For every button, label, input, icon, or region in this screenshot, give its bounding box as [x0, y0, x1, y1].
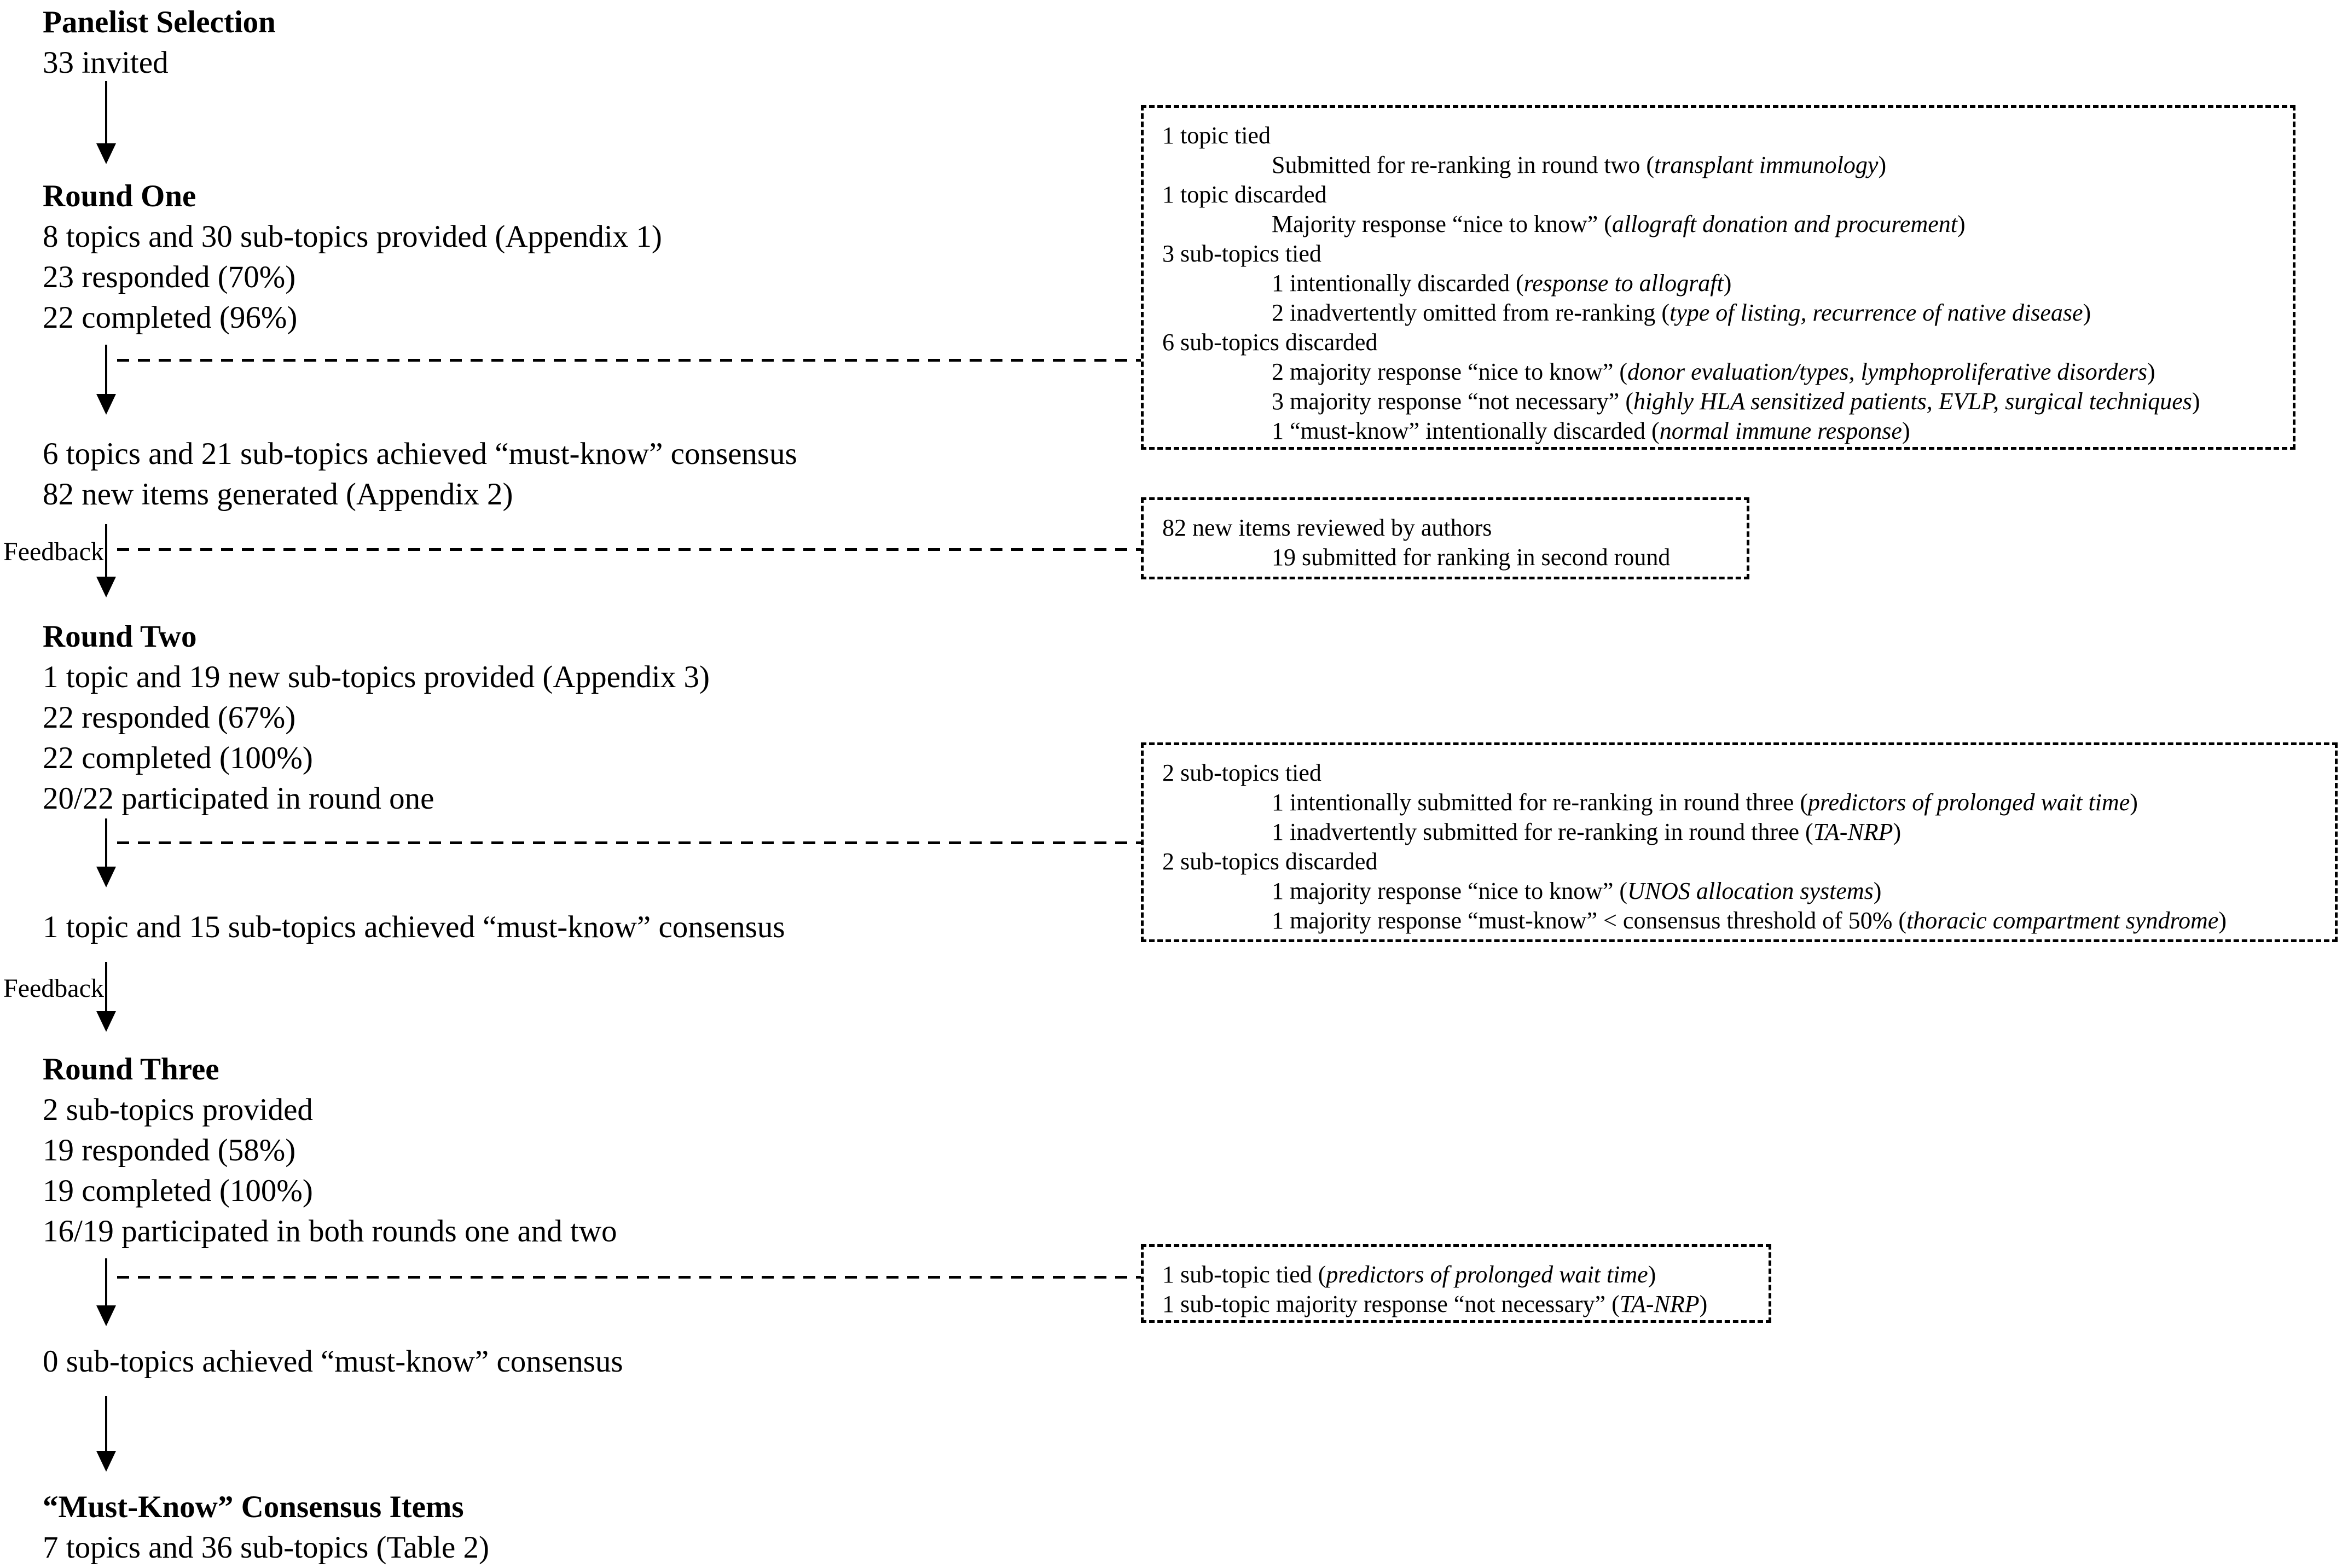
round-three-detail-box	[1141, 1244, 1771, 1323]
box-line	[1162, 239, 2282, 269]
dashed-connector-round-one	[117, 359, 1141, 362]
round-two-outcome-block	[43, 907, 785, 948]
box-line-text: 1 majority response “nice to know” (	[1272, 878, 1628, 904]
round-one-line: 22 completed (96%)	[43, 300, 298, 335]
box-line-italic: TA-NRP	[1813, 818, 1893, 845]
box-line-italic: normal immune response	[1659, 417, 1902, 444]
box-line	[1162, 1260, 1758, 1290]
box-line-text: )	[1893, 818, 1902, 845]
box-line-text: 1 intentionally submitted for re-ranking in round three (	[1272, 789, 1808, 816]
box-line	[1162, 1290, 1758, 1319]
round-three-outcome-block	[43, 1341, 623, 1382]
box-line-text: 82 new items reviewed by authors	[1162, 514, 1492, 541]
box-line-italic: allograft donation and procurement	[1611, 211, 1957, 237]
box-line-italic: transplant immunology	[1654, 152, 1879, 178]
dashed-connector-feedback	[117, 548, 1141, 551]
box-line	[1162, 788, 2324, 817]
round-one-outcome-line: 6 topics and 21 sub-topics achieved “must-know” consensus	[43, 437, 797, 471]
box-line	[1162, 298, 2282, 328]
box-line-text: 3 majority response “not necessary” (	[1272, 388, 1633, 415]
panelist-invited-line: 33 invited	[43, 45, 169, 80]
feedback-label-1: Feedback	[3, 537, 104, 566]
box-line	[1162, 847, 2324, 876]
round-three-outcome-line: 0 sub-topics achieved “must-know” consensus	[43, 1344, 623, 1379]
down-arrow-icon	[96, 1258, 116, 1326]
dashed-connector-round-two	[117, 841, 1141, 844]
round-two-title: Round Two	[43, 619, 197, 654]
down-arrow-icon	[96, 524, 116, 597]
box-line-text: 6 sub-topics discarded	[1162, 329, 1378, 356]
round-two-line: 1 topic and 19 new sub-topics provided (Appendix 3)	[43, 660, 710, 694]
box-line-italic: predictors of prolonged wait time	[1326, 1261, 1648, 1288]
box-line-italic: highly HLA sensitized patients, EVLP, surgical techniques	[1633, 388, 2192, 415]
round-three-line: 19 completed (100%)	[43, 1174, 313, 1208]
box-line	[1162, 121, 2282, 150]
box-line	[1162, 543, 1736, 572]
box-line-text: )	[2130, 789, 2138, 816]
box-line	[1162, 758, 2324, 788]
feedback-label-2: Feedback	[3, 974, 104, 1003]
round-one-title: Round One	[43, 179, 196, 213]
box-line-text: 1 sub-topic majority response “not necessary” (	[1162, 1291, 1620, 1317]
box-line-text: Majority response “nice to know” (	[1272, 211, 1612, 237]
down-arrow-icon	[96, 818, 116, 887]
box-line-text: 2 majority response “nice to know” (	[1272, 358, 1628, 385]
box-line-text: )	[1648, 1261, 1656, 1288]
round-three-line: 19 responded (58%)	[43, 1133, 296, 1168]
round-three-title: Round Three	[43, 1052, 219, 1087]
box-line	[1162, 210, 2282, 239]
box-line-text: )	[2192, 388, 2200, 415]
round-three-line: 2 sub-topics provided	[43, 1093, 313, 1127]
box-line-italic: predictors of prolonged wait time	[1807, 789, 2130, 816]
box-line-italic: thoracic compartment syndrome	[1906, 907, 2219, 934]
box-line-text: 1 sub-topic tied (	[1162, 1261, 1326, 1288]
round-one-block	[43, 176, 662, 338]
box-line-text: )	[2147, 358, 2155, 385]
box-line-text: 19 submitted for ranking in second round	[1272, 544, 1671, 571]
round-three-block	[43, 1049, 617, 1252]
feedback-detail-box	[1141, 497, 1749, 579]
box-line-text: )	[2083, 299, 2091, 326]
box-line	[1162, 387, 2282, 416]
round-three-line: 16/19 participated in both rounds one and two	[43, 1214, 617, 1248]
box-line-italic: TA-NRP	[1619, 1291, 1700, 1317]
box-line	[1162, 357, 2282, 387]
dashed-connector-round-three	[117, 1276, 1141, 1279]
box-line-text: )	[1902, 417, 1910, 444]
box-line-text: 1 inadvertently submitted for re-ranking in round three (	[1272, 818, 1813, 845]
panelist-selection-title: Panelist Selection	[43, 5, 276, 39]
box-line-text: )	[1723, 270, 1732, 297]
box-line-italic: donor evaluation/types, lymphoproliferative disorders	[1627, 358, 2147, 385]
box-line	[1162, 876, 2324, 906]
box-line-text: 1 intentionally discarded (	[1272, 270, 1524, 297]
down-arrow-icon	[96, 1396, 116, 1472]
panelist-selection-block	[43, 2, 276, 83]
box-line-text: )	[1699, 1291, 1708, 1317]
box-line-text: Submitted for re-ranking in round two (	[1272, 152, 1654, 178]
box-line-text: 1 “must-know” intentionally discarded (	[1272, 417, 1660, 444]
box-line-text: 1 topic discarded	[1162, 181, 1327, 208]
box-line-text: 1 topic tied	[1162, 122, 1271, 149]
final-consensus-line: 7 topics and 36 sub-topics (Table 2)	[43, 1530, 490, 1565]
box-line-italic: response to allograft	[1523, 270, 1724, 297]
down-arrow-icon	[96, 345, 116, 415]
round-one-detail-box	[1141, 105, 2295, 450]
box-line	[1162, 416, 2282, 446]
box-line	[1162, 269, 2282, 298]
box-line	[1162, 180, 2282, 210]
box-line-italic: UNOS allocation systems	[1627, 878, 1874, 904]
round-two-line: 22 responded (67%)	[43, 700, 296, 735]
round-two-block	[43, 617, 710, 819]
box-line-text: )	[2218, 907, 2227, 934]
box-line-text: )	[1878, 152, 1887, 178]
box-line	[1162, 817, 2324, 847]
round-two-line: 22 completed (100%)	[43, 741, 313, 775]
box-line-text: 2 sub-topics discarded	[1162, 848, 1378, 875]
box-line	[1162, 150, 2282, 180]
round-two-outcome-line: 1 topic and 15 sub-topics achieved “must-know” consensus	[43, 910, 785, 944]
final-consensus-title: “Must-Know” Consensus Items	[43, 1490, 464, 1524]
round-one-line: 23 responded (70%)	[43, 260, 296, 294]
round-two-line: 20/22 participated in round one	[43, 781, 434, 816]
box-line	[1162, 513, 1736, 543]
box-line-text: )	[1873, 878, 1882, 904]
round-two-detail-box	[1141, 742, 2338, 942]
final-consensus-block	[43, 1487, 489, 1568]
box-line-text: )	[1957, 211, 1966, 237]
box-line	[1162, 328, 2282, 357]
box-line-text: 2 inadvertently omitted from re-ranking (	[1272, 299, 1669, 326]
box-line	[1162, 906, 2324, 936]
round-one-outcome-line: 82 new items generated (Appendix 2)	[43, 477, 513, 512]
round-one-line: 8 topics and 30 sub-topics provided (Appendix 1)	[43, 219, 662, 254]
down-arrow-icon	[96, 962, 116, 1032]
box-line-text: 3 sub-topics tied	[1162, 240, 1321, 267]
box-line-italic: type of listing, recurrence of native disease	[1669, 299, 2083, 326]
box-line-text: 2 sub-topics tied	[1162, 759, 1321, 786]
box-line-text: 1 majority response “must-know” < consensus threshold of 50% (	[1272, 907, 1907, 934]
down-arrow-icon	[96, 81, 116, 164]
round-one-outcome-block	[43, 434, 797, 515]
